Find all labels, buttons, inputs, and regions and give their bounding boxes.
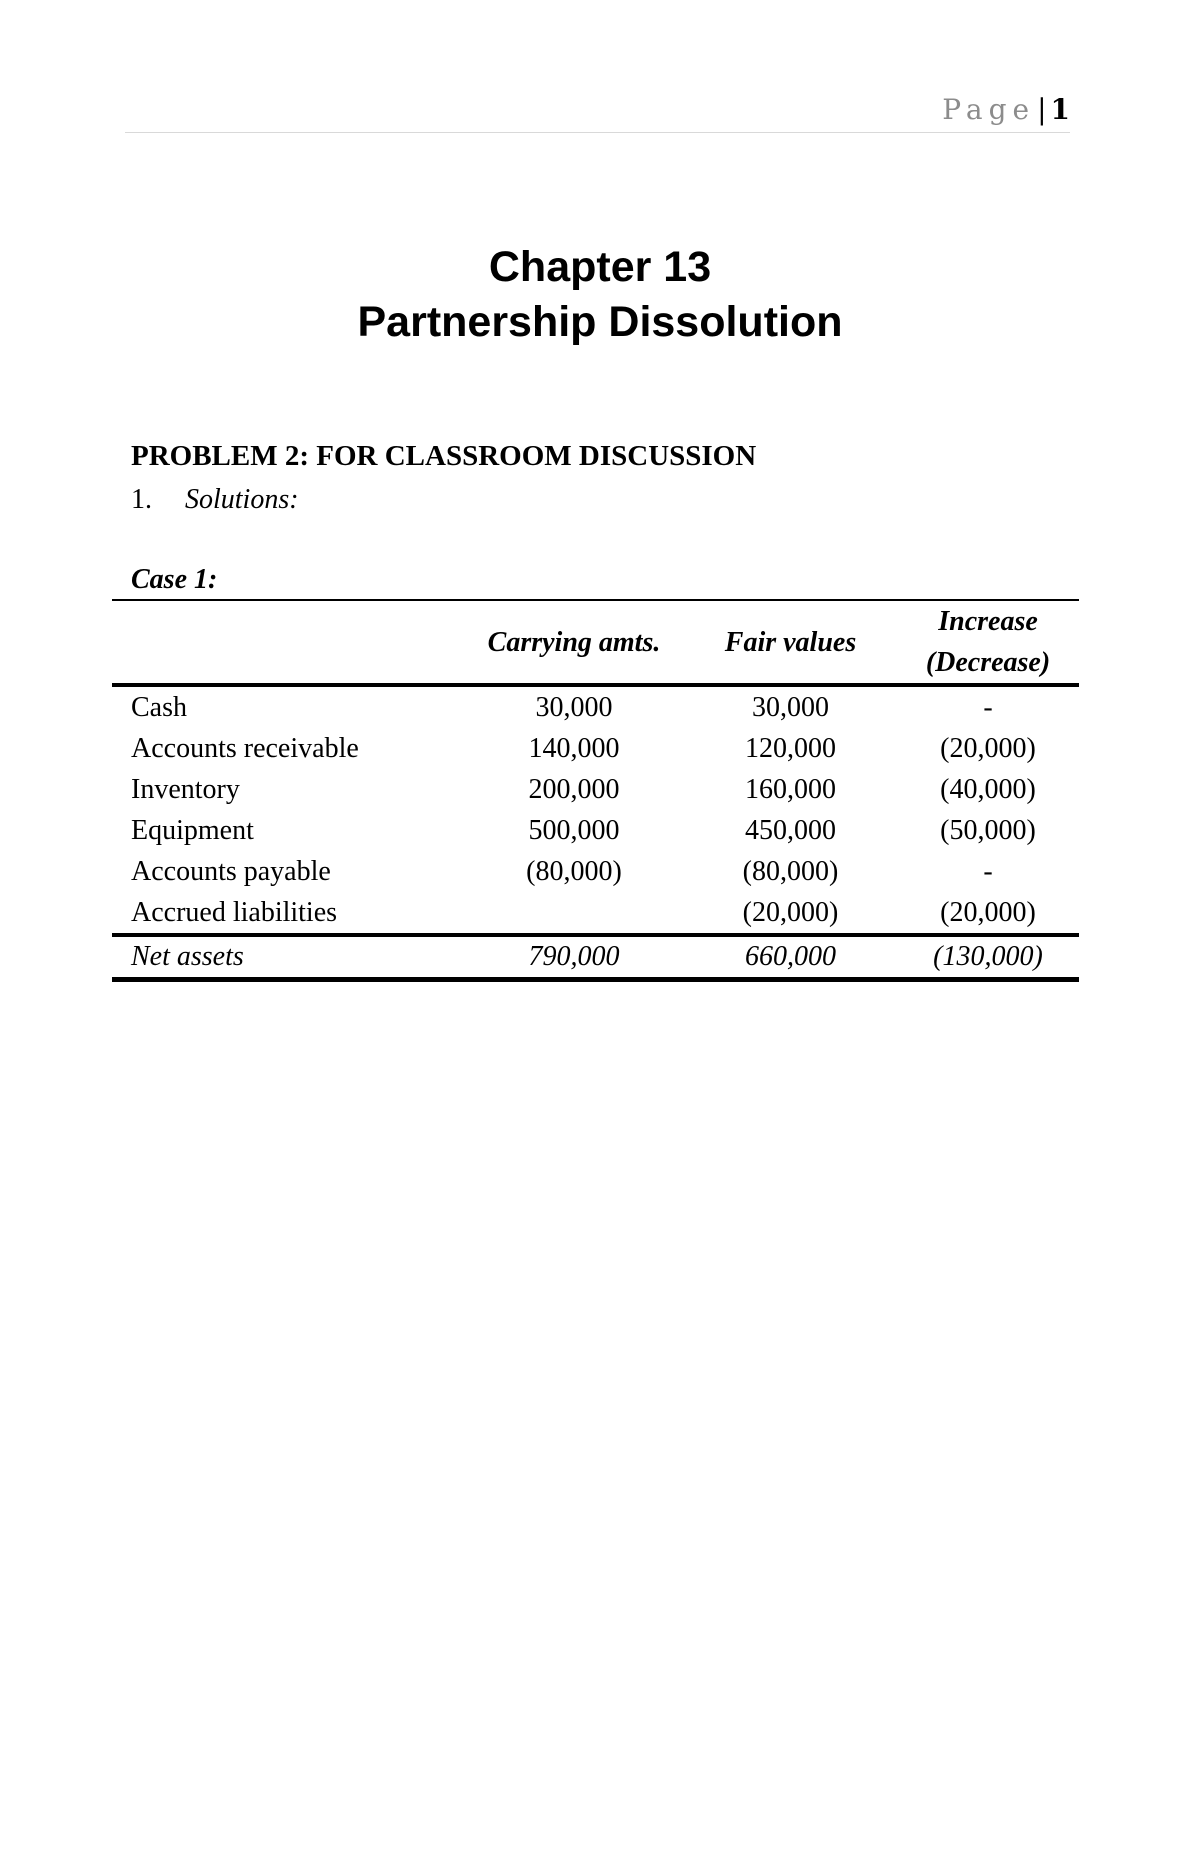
total-row (112, 935, 1079, 980)
carrying-amount: 200,000 (528, 774, 620, 805)
problem-heading: PROBLEM 2: FOR CLASSROOM DISCUSSION (131, 440, 757, 472)
carrying-amount: 500,000 (528, 815, 620, 846)
row-label: Accounts receivable (131, 733, 359, 764)
table-row (112, 810, 1079, 851)
table-row (112, 892, 1079, 935)
row-label: Equipment (131, 815, 254, 846)
carrying-amount (464, 892, 684, 935)
fair-value: (20,000) (742, 897, 839, 928)
change-value: (50,000) (940, 815, 1036, 846)
table-row (112, 728, 1079, 769)
solutions-label: Solutions: (185, 484, 299, 515)
fair-value: (80,000) (742, 856, 839, 887)
header-fair-values: Fair values (724, 626, 857, 658)
fair-value: 30,000 (752, 692, 829, 723)
header-blank (112, 600, 464, 685)
fair-value: 160,000 (745, 774, 836, 805)
page-header (125, 88, 1070, 133)
carrying-amount: 30,000 (535, 692, 613, 723)
header-carrying-amounts: Carrying amts. (487, 626, 661, 658)
page-number: 1 (1050, 93, 1070, 126)
list-number: 1. (131, 484, 152, 515)
table-row (112, 769, 1079, 810)
header-increase-decrease (897, 600, 1079, 685)
total-change-value: (130,000) (933, 941, 1043, 972)
chapter-title (0, 240, 1200, 350)
table-row (112, 851, 1079, 892)
solutions-item (131, 478, 299, 522)
row-label: Cash (131, 692, 187, 723)
table-row (112, 685, 1079, 728)
total-carrying-amount: 790,000 (528, 941, 620, 972)
change-value: (20,000) (940, 733, 1036, 764)
change-value: - (983, 692, 993, 723)
row-label: Inventory (131, 774, 240, 805)
case-heading: Case 1: (131, 564, 218, 595)
row-label: Accounts payable (131, 856, 331, 887)
carrying-amount: 140,000 (528, 733, 620, 764)
fair-value: 120,000 (745, 733, 836, 764)
page-label: Page (942, 93, 1036, 126)
change-value: - (983, 856, 993, 887)
carrying-amount: (80,000) (526, 856, 622, 887)
total-fair-value: 660,000 (745, 941, 836, 972)
header-increase: Increase (938, 606, 1038, 637)
table-header-row (112, 600, 1079, 685)
page-separator: | (1037, 93, 1047, 126)
fair-value-table (112, 599, 1079, 982)
change-value: (20,000) (940, 897, 1036, 928)
chapter-number: Chapter 13 (488, 243, 712, 291)
change-value: (40,000) (940, 774, 1036, 805)
chapter-name: Partnership Dissolution (357, 298, 843, 346)
fair-value: 450,000 (745, 815, 836, 846)
header-decrease: (Decrease) (925, 647, 1051, 678)
total-label: Net assets (131, 941, 244, 972)
row-label: Accrued liabilities (131, 897, 338, 928)
